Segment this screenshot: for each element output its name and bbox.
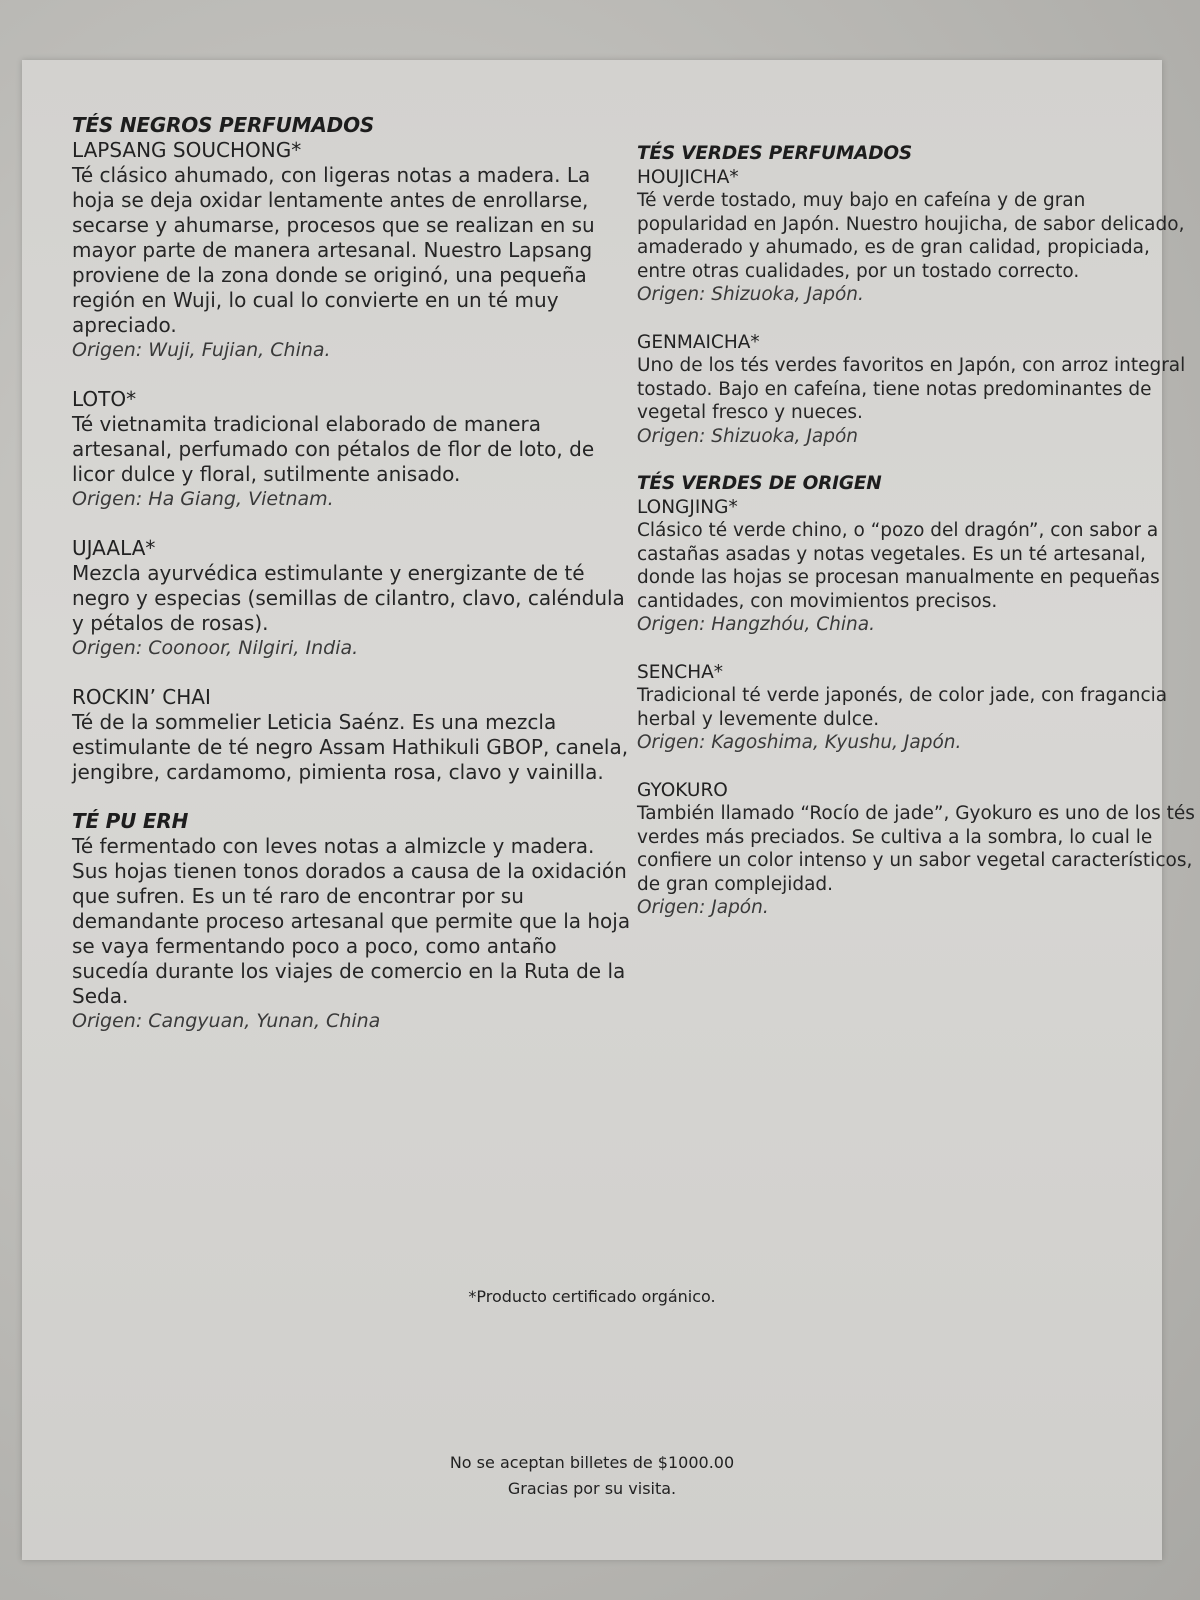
tea-origin: Origen: Hangzhóu, China. <box>637 614 875 635</box>
tea-item-gyokuro <box>637 779 1197 920</box>
tea-description: Té fermentado con leves notas a almizcle y madera. Sus hojas tienen tonos dorados a causa de la oxidación que sufren. Es un té raro de encontrar por su demandante proceso artesanal que permite que la hoja se vaya fermentando poco a poco, como antaño sucedía durante los viajes de comercio en la Ruta de la Seda. <box>72 834 631 1008</box>
tea-item-houjicha <box>637 166 1197 307</box>
tea-origin: Origen: Ha Giang, Vietnam. <box>72 488 334 510</box>
tea-description: Tradicional té verde japonés, de color jade, con fragancia herbal y levemente dulce. <box>637 685 1168 730</box>
tea-description: Té vietnamita tradicional elaborado de manera artesanal, perfumado con pétalos de flor de loto, de licor dulce y floral, sutilmente anisado. <box>72 412 595 486</box>
tea-origin: Origen: Kagoshima, Kyushu, Japón. <box>637 732 962 753</box>
menu-sheet <box>22 60 1195 1560</box>
tea-description: Té clásico ahumado, con ligeras notas a madera. La hoja se deja oxidar lentamente antes de enrollarse, secarse y ahumarse, procesos que se realizan en su mayor parte de manera artesanal. Nuestro Lapsang proviene de la zona donde se originó, una pequeña región en Wuji, lo cual lo convierte en un té muy apreciado. <box>72 163 595 337</box>
tea-name: LAPSANG SOUCHONG* <box>72 138 302 162</box>
tea-name: GENMAICHA* <box>637 331 760 353</box>
tea-name: ROCKIN’ CHAI <box>72 685 211 709</box>
tea-name: LOTO* <box>72 387 137 411</box>
tea-origin: Origen: Cangyuan, Yunan, China <box>72 1010 381 1032</box>
right-column <box>637 142 1197 944</box>
tea-item-ujaala <box>72 536 632 661</box>
organic-note: *Producto certificado orgánico. <box>468 1287 716 1306</box>
tea-name: LONGJING* <box>637 496 738 518</box>
tea-description: Té verde tostado, muy bajo en cafeína y de gran popularidad en Japón. Nuestro houjicha, de sabor delicado, amaderado y ahumado, es de gran calidad, propiciada, entre otras cualidades, por un tostado correcto. <box>637 190 1185 282</box>
tea-item-sencha <box>637 661 1197 755</box>
left-column <box>72 113 632 1058</box>
tea-item-rockin-chai <box>72 685 632 785</box>
tea-item-genmaicha <box>637 331 1197 449</box>
tea-item-pu-erh <box>72 834 632 1034</box>
tea-description: Mezcla ayurvédica estimulante y energizante de té negro y especias (semillas de cilantro, clavo, caléndula y pétalos de rosas). <box>72 561 625 635</box>
tea-description: También llamado “Rocío de jade”, Gyokuro es uno de los tés verdes más preciados. Se cultiva a la sombra, lo cual le confiere un color intenso y un sabor vegetal característicos, de gran complejidad. <box>637 803 1195 895</box>
tea-name: UJAALA* <box>72 536 156 560</box>
thanks-note: Gracias por su visita. <box>507 1479 677 1498</box>
bills-note: No se aceptan billetes de $1000.00 <box>449 1453 735 1472</box>
tea-origin: Origen: Wuji, Fujian, China. <box>72 339 331 361</box>
tea-item-lapsang <box>72 138 632 363</box>
tea-description: Clásico té verde chino, o “pozo del dragón”, con sabor a castañas asadas y notas vegetales. Es un té artesanal, donde las hojas se procesan manualmente en pequeñas cantidades, con movimientos precisos. <box>637 520 1160 612</box>
section-title: TÉS VERDES DE ORIGEN <box>637 473 882 494</box>
tea-item-loto <box>72 387 632 512</box>
section-title: TÉS VERDES PERFUMADOS <box>637 143 913 164</box>
tea-origin: Origen: Shizuoka, Japón <box>637 425 859 447</box>
tea-origin: Origen: Japón. <box>637 897 769 918</box>
tea-origin: Origen: Shizuoka, Japón. <box>637 284 864 305</box>
tea-name: HOUJICHA* <box>637 166 739 188</box>
tea-origin: Origen: Coonoor, Nilgiri, India. <box>72 637 359 659</box>
tea-name: SENCHA* <box>637 661 724 683</box>
tea-item-longjing <box>637 496 1197 637</box>
tea-description: Té de la sommelier Leticia Saénz. Es una mezcla estimulante de té negro Assam Hathikuli GBOP, canela, jengibre, cardamomo, pimienta rosa, clavo y vainilla. <box>72 710 629 784</box>
section-title: TÉ PU ERH <box>72 809 189 833</box>
tea-description: Uno de los tés verdes favoritos en Japón, con arroz integral tostado. Bajo en cafeína, tiene notas predominantes de vegetal fresco y nueces. <box>637 355 1186 423</box>
section-title: TÉS NEGROS PERFUMADOS <box>72 113 375 137</box>
tea-name: GYOKURO <box>637 779 728 801</box>
